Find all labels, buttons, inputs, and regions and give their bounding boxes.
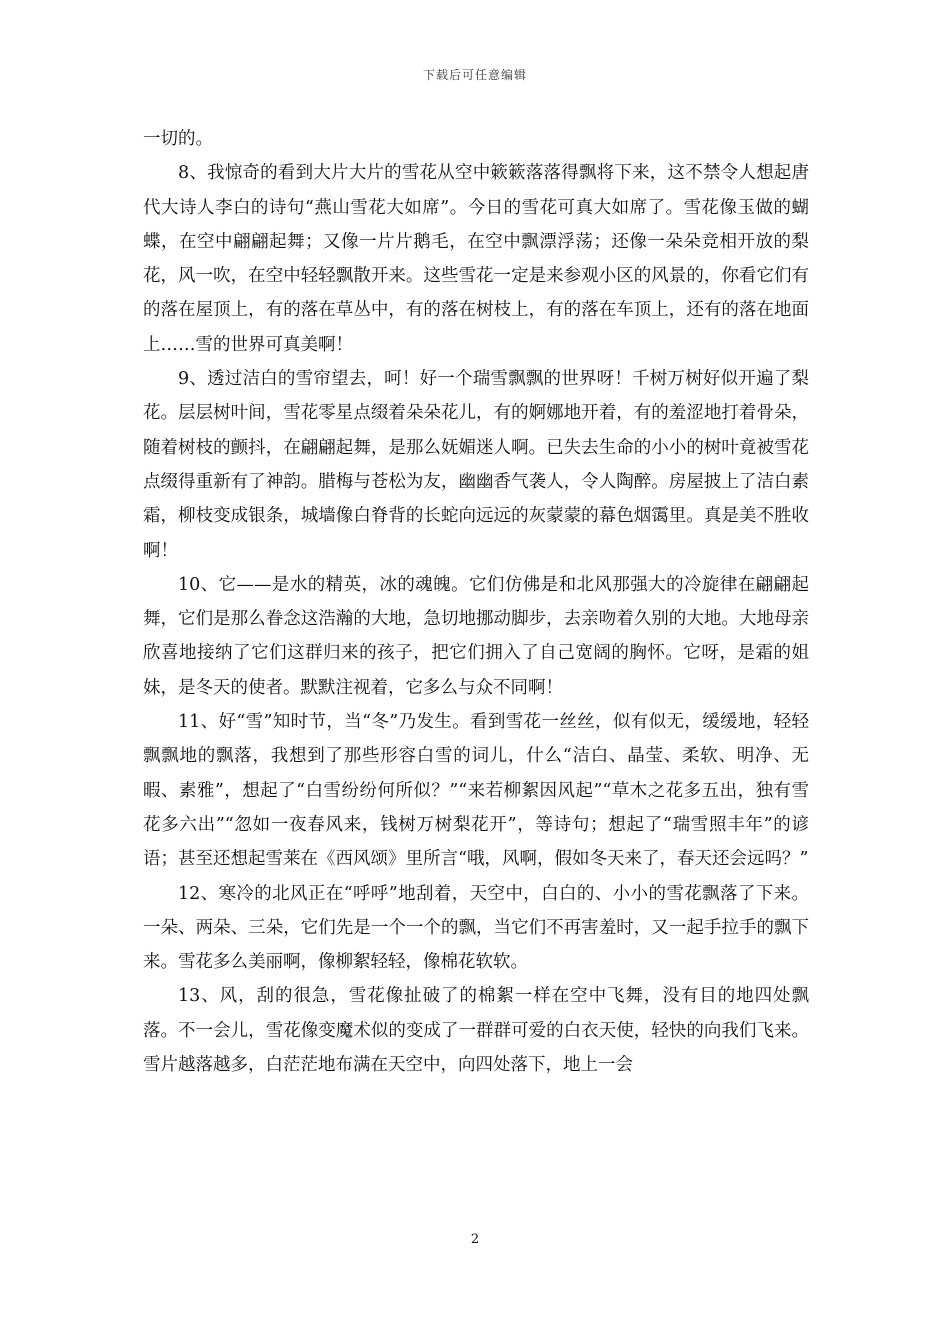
paragraph-10: 10、它——是水的精英，冰的魂魄。它们仿佛是和北风那强大的冷旋律在翩翩起舞，它们是那么眷念这浩瀚的大地，急切地挪动脚步，去亲吻着久别的大地。大地母亲欣喜地接纳了它们这群归来的孩子，把它们拥入了自己宽阔的胸怀。它呀，是霜的姐妹，是冬天的使者。默默注视着，它多么与众不同啊！: [143, 574, 809, 698]
paragraph-9: 9、透过洁白的雪帘望去，呵！好一个瑞雪飘飘的世界呀！千树万树好似开遍了梨花。层层树叶间，雪花零星点缀着朵朵花儿，有的婀娜地开着，有的羞涩地打着骨朵，随着树枝的颤抖，在翩翩起舞，是那么妩媚迷人啊。已失去生命的小小的树叶竟被雪花点缀得重新有了神韵。腊梅与苍松为友，幽幽香气袭人，令人陶醉。房屋披上了洁白素霜，柳枝变成银条，城墙像白脊背的长蛇向远远的灰蒙蒙的幕色烟霭里。真是美不胜收啊！: [143, 369, 809, 561]
document-body: [143, 122, 809, 1082]
page-header: 下载后可任意编辑: [422, 68, 527, 82]
page-number: 2: [470, 1232, 480, 1247]
paragraph-11: 11、好“雪”知时节，当“冬”乃发生。看到雪花一丝丝，似有似无，缓缓地，轻轻飘飘地的飘落，我想到了那些形容白雪的词儿，什么“洁白、晶莹、柔软、明净、无暇、素雅”，想起了“白雪纷纷何所似？”“来若柳絮因风起”“草木之花多五出，独有雪花多六出”“忽如一夜春风来，钱树万树梨花开”，等诗句；想起了“瑞雪照丰年”的谚语；甚至还想起雪莱在《西风颂》里所言“哦，风啊，假如冬天来了，春天还会远吗？”: [143, 712, 809, 870]
paragraph-8: 8、我惊奇的看到大片大片的雪花从空中簌簌落落得飘将下来，这不禁令人想起唐代大诗人李白的诗句“燕山雪花大如席”。今日的雪花可真大如席了。雪花像玉做的蝴蝶，在空中翩翩起舞；又像一片片鹅毛，在空中飘漂浮荡；还像一朵朵竞相开放的梨花，风一吹，在空中轻轻飘散开来。这些雪花一定是来参观小区的风景的，你看它们有的落在屋顶上，有的落在草丛中，有的落在树枝上，有的落在车顶上，还有的落在地面上……雪的世界可真美啊！: [143, 163, 809, 355]
paragraph-continuation: 一切的。: [143, 129, 213, 149]
paragraph-13: 13、风，刮的很急，雪花像扯破了的棉絮一样在空中飞舞，没有目的地四处飘落。不一会儿，雪花像变魔术似的变成了一群群可爱的白衣天使，轻快的向我们飞来。雪片越落越多，白茫茫地布满在天空中，向四处落下，地上一会: [143, 986, 809, 1076]
paragraph-12: 12、寒冷的北风正在“呼呼”地刮着，天空中，白白的、小小的雪花飘落了下来。一朵、两朵、三朵，它们先是一个一个的飘，当它们不再害羞时，又一起手拉手的飘下来。雪花多么美丽啊，像柳絮轻轻，像棉花软软。: [143, 883, 809, 973]
